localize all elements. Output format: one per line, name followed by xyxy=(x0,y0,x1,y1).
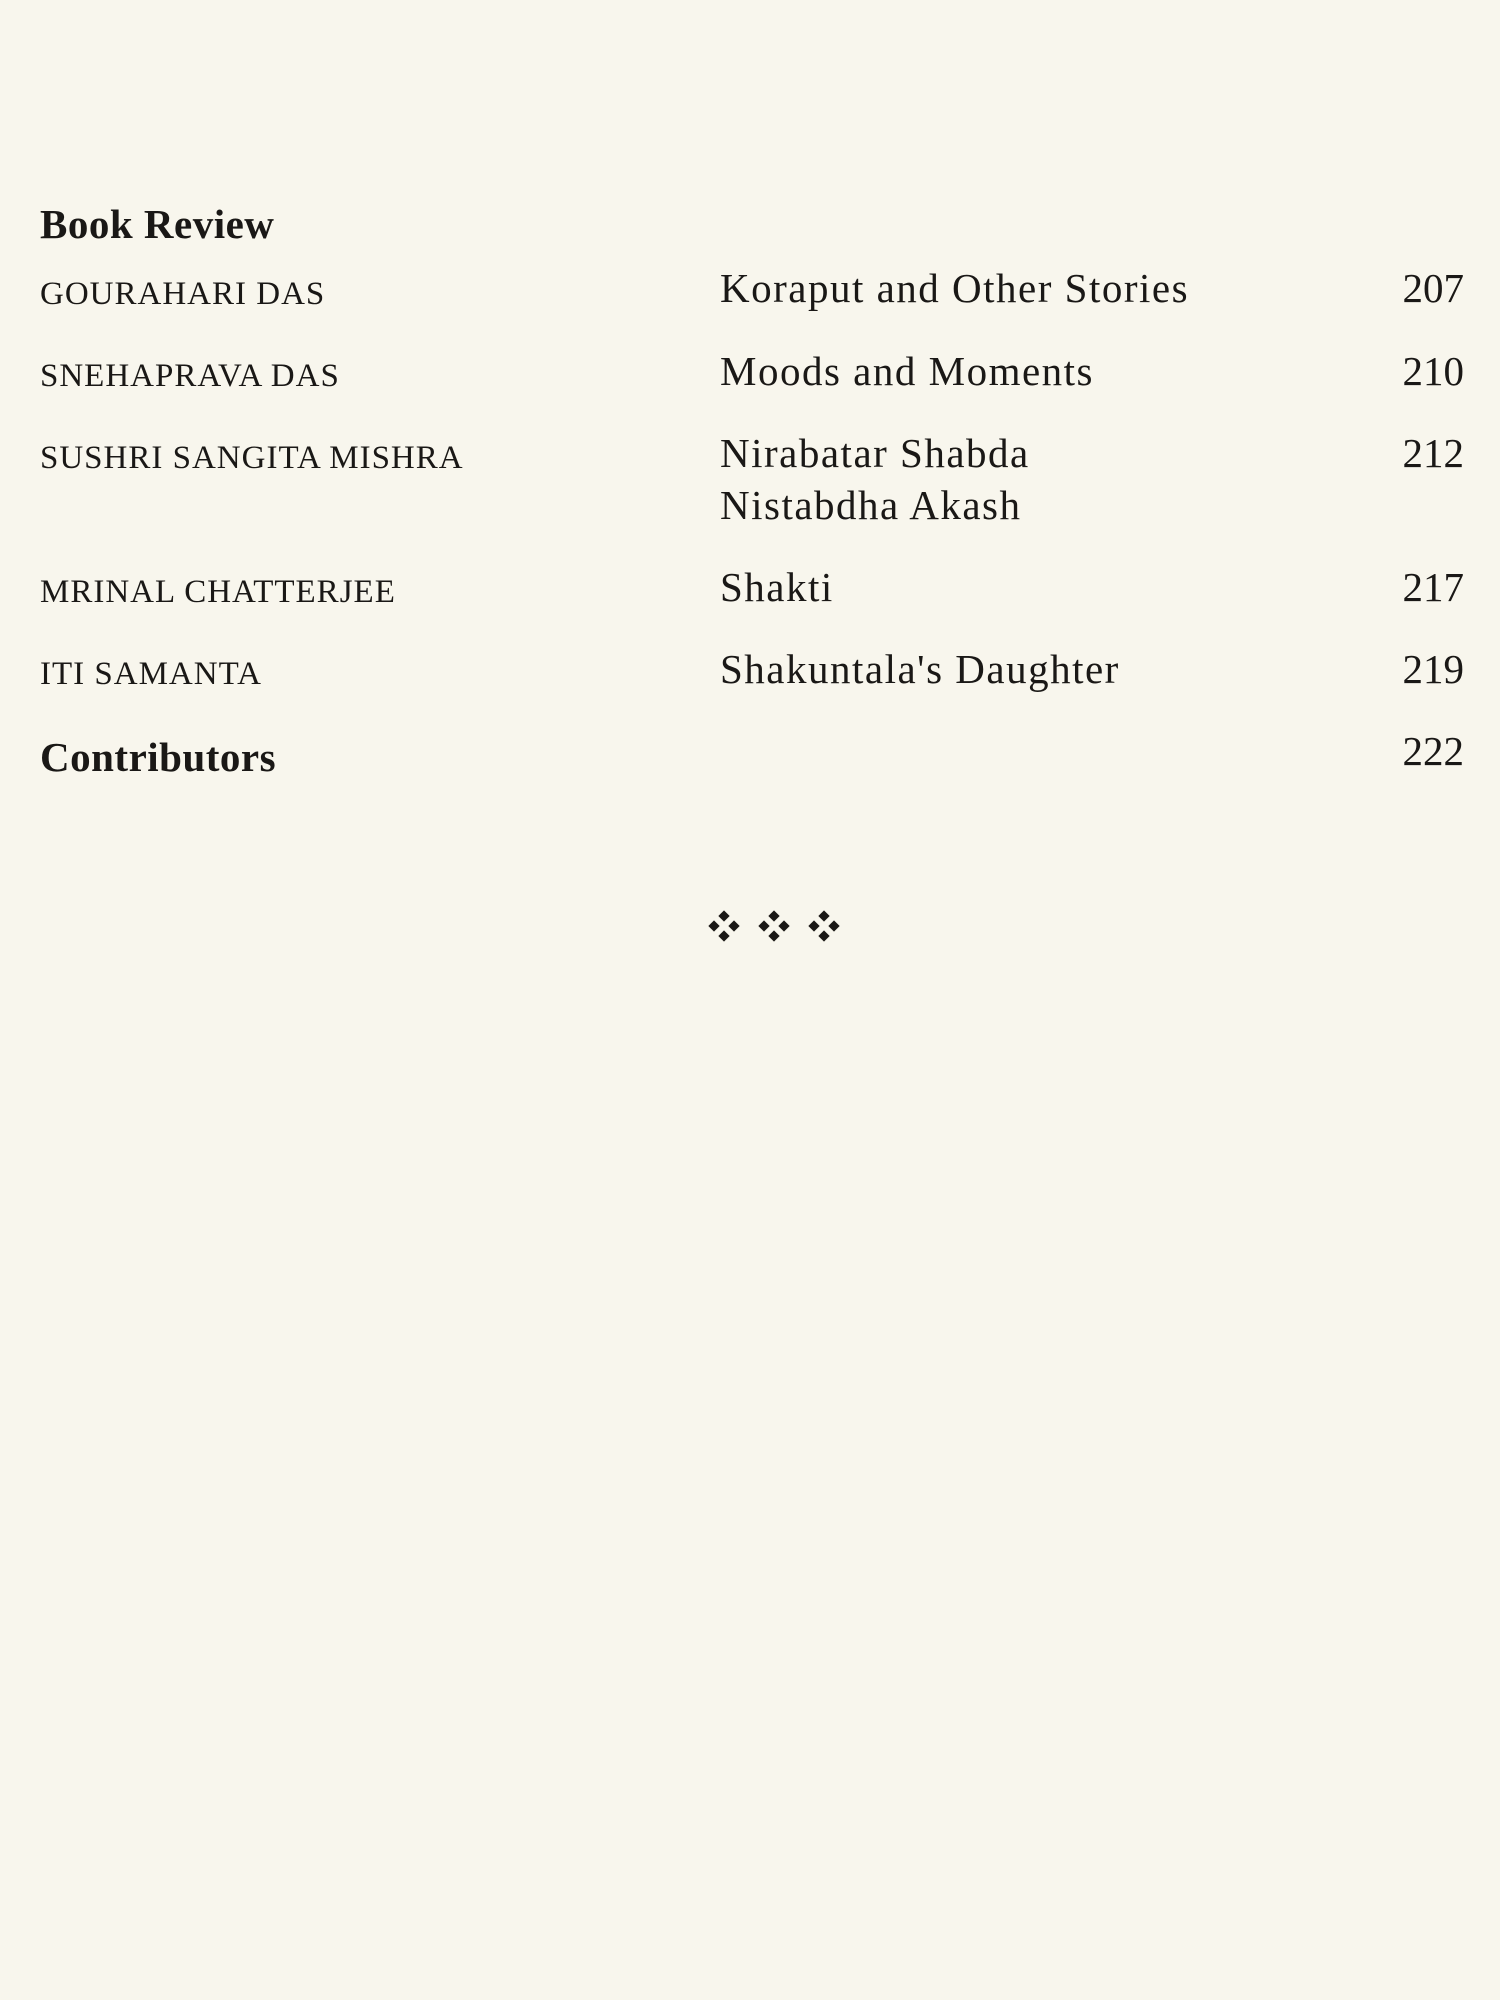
entry-author: SUSHRI SANGITA MISHRA xyxy=(40,440,464,476)
book-review-heading: Book Review xyxy=(40,201,275,247)
entry-title-line1: Nirabatar Shabda xyxy=(720,430,1030,476)
entry-title: Shakti xyxy=(720,564,834,610)
contributors-page-number: 222 xyxy=(1402,728,1464,774)
entry-author: SNEHAPRAVA DAS xyxy=(40,358,340,394)
entry-title: Shakuntala's Daughter xyxy=(720,646,1120,692)
entry-title-line2: Nistabdha Akash xyxy=(720,482,1022,528)
entry-author: GOURAHARI DAS xyxy=(40,276,326,312)
entry-page-number: 217 xyxy=(1402,564,1464,610)
entry-title: Moods and Moments xyxy=(720,348,1094,394)
entry-page-number: 219 xyxy=(1402,646,1464,692)
entry-author: MRINAL CHATTERJEE xyxy=(40,574,396,610)
diamond-cluster-ornament-icon xyxy=(704,908,844,944)
contributors-heading: Contributors xyxy=(40,734,277,780)
entry-page-number: 212 xyxy=(1402,430,1464,476)
entry-author: ITI SAMANTA xyxy=(40,656,262,692)
entry-page-number: 207 xyxy=(1402,265,1464,311)
entry-title: Koraput and Other Stories xyxy=(720,265,1190,311)
entry-page-number: 210 xyxy=(1402,348,1464,394)
